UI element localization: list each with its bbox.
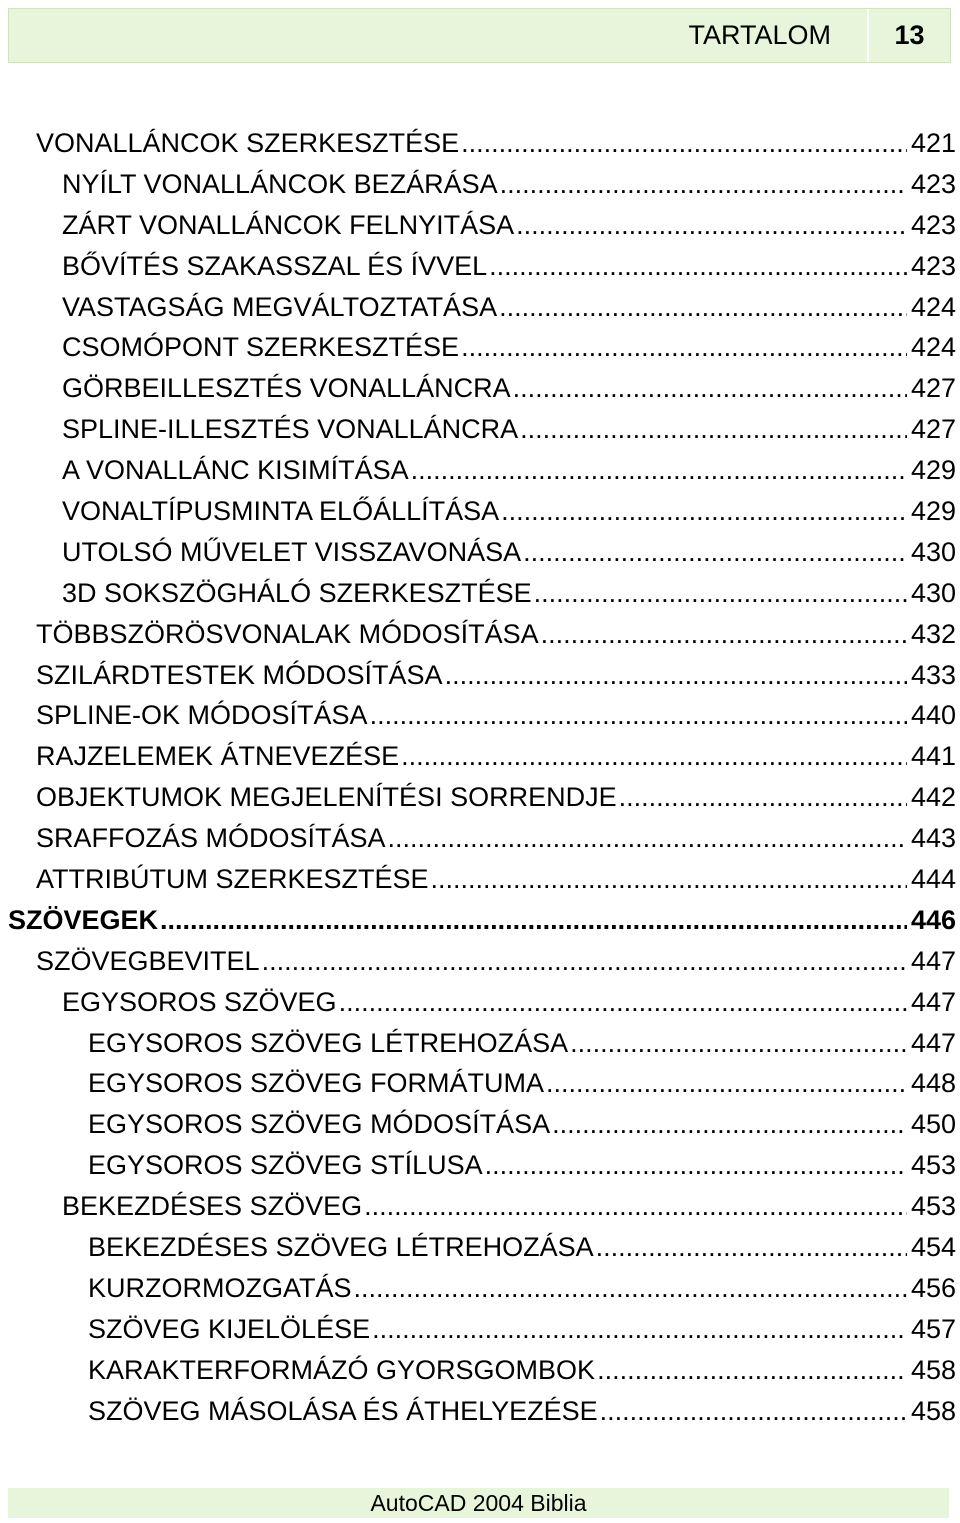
dot-leader bbox=[499, 292, 907, 323]
dot-leader bbox=[461, 332, 907, 363]
toc-entry[interactable] bbox=[0, 655, 960, 696]
toc-entry-label: ATTRIBÚTUM SZERKESZTÉSE bbox=[36, 863, 429, 894]
toc-entry-label: EGYSOROS SZÖVEG STÍLUSA bbox=[88, 1150, 483, 1181]
toc-entry[interactable] bbox=[0, 859, 960, 900]
dot-leader bbox=[431, 864, 907, 895]
toc-entry-page: 456 bbox=[910, 1272, 956, 1303]
toc-entry-page: 429 bbox=[910, 495, 956, 526]
toc-entry-label: OBJEKTUMOK MEGJELENÍTÉSI SORRENDJE bbox=[36, 782, 617, 813]
dot-leader bbox=[411, 455, 907, 486]
dot-leader bbox=[339, 987, 907, 1018]
dot-leader bbox=[262, 946, 907, 977]
toc-entry-label: A VONALLÁNC KISIMÍTÁSA bbox=[62, 455, 409, 486]
toc-entry-label: BŐVÍTÉS SZAKASSZAL ÉS ÍVVEL bbox=[62, 250, 488, 281]
toc-entry[interactable] bbox=[0, 900, 960, 941]
toc-entry-page: 423 bbox=[910, 209, 956, 240]
toc-entry-page: 421 bbox=[910, 127, 956, 158]
dot-leader bbox=[501, 496, 907, 527]
page-footer: AutoCAD 2004 Biblia bbox=[8, 1488, 949, 1518]
toc-entry-page: 427 bbox=[910, 414, 956, 445]
toc-entry[interactable] bbox=[0, 1309, 960, 1350]
toc-entry[interactable] bbox=[0, 205, 960, 246]
dot-leader bbox=[364, 1191, 907, 1222]
dot-leader bbox=[354, 1273, 907, 1304]
toc-entry-page: 430 bbox=[910, 536, 956, 567]
toc-entry-page: 423 bbox=[910, 250, 956, 281]
toc-entry-page: 443 bbox=[910, 823, 956, 854]
toc-entry-page: 450 bbox=[910, 1109, 956, 1140]
dot-leader bbox=[541, 619, 907, 650]
toc-entry[interactable] bbox=[0, 736, 960, 777]
toc-entry-label: SRAFFOZÁS MÓDOSÍTÁSA bbox=[36, 823, 386, 854]
toc-entry-page: 440 bbox=[910, 700, 956, 731]
toc-entry-label: VONALTÍPUSMINTA ELŐÁLLÍTÁSA bbox=[62, 495, 500, 526]
toc-entry-page: 441 bbox=[910, 741, 956, 772]
dot-leader bbox=[600, 1396, 907, 1427]
toc-entry[interactable] bbox=[0, 1350, 960, 1391]
toc-entry-page: 458 bbox=[910, 1354, 956, 1385]
toc-entry-page: 423 bbox=[910, 168, 956, 199]
toc-entry-page: 447 bbox=[910, 945, 956, 976]
toc-entry-page: 424 bbox=[910, 291, 956, 322]
toc-entry-label: SZÖVEG KIJELÖLÉSE bbox=[88, 1313, 371, 1344]
toc-entry-label: SZÖVEG MÁSOLÁSA ÉS ÁTHELYEZÉSE bbox=[88, 1395, 598, 1426]
toc-entry[interactable] bbox=[0, 982, 960, 1023]
toc-entry[interactable] bbox=[0, 164, 960, 205]
dot-leader bbox=[534, 578, 907, 609]
toc-entry[interactable] bbox=[0, 409, 960, 450]
toc-entry-page: 446 bbox=[910, 904, 956, 935]
toc-entry-page: 442 bbox=[910, 782, 956, 813]
toc-entry-label: RAJZELEMEK ÁTNEVEZÉSE bbox=[36, 741, 400, 772]
toc-entry-label: NYÍLT VONALLÁNCOK BEZÁRÁSA bbox=[62, 168, 498, 199]
toc-entry[interactable] bbox=[0, 368, 960, 409]
dot-leader bbox=[401, 741, 907, 772]
toc-entry-page: 447 bbox=[910, 986, 956, 1017]
page-header bbox=[8, 8, 951, 63]
toc-entry-page: 453 bbox=[910, 1150, 956, 1181]
toc-entry-label: VONALLÁNCOK SZERKESZTÉSE bbox=[36, 127, 460, 158]
toc-entry-page: 430 bbox=[910, 577, 956, 608]
toc-entry-label: CSOMÓPONT SZERKESZTÉSE bbox=[62, 332, 460, 363]
toc-entry-label: SPLINE-ILLESZTÉS VONALLÁNCRA bbox=[62, 414, 519, 445]
dot-leader bbox=[596, 1232, 907, 1263]
toc-entry-page: 424 bbox=[910, 332, 956, 363]
toc-entry[interactable] bbox=[0, 327, 960, 368]
toc-entry-label: SPLINE-OK MÓDOSÍTÁSA bbox=[36, 700, 368, 731]
toc-entry[interactable] bbox=[0, 123, 960, 164]
dot-leader bbox=[513, 373, 907, 404]
toc-entry-label: SZILÁRDTESTEK MÓDOSÍTÁSA bbox=[36, 659, 443, 690]
toc-entry[interactable] bbox=[0, 246, 960, 287]
toc-entry[interactable] bbox=[0, 1104, 960, 1145]
dot-leader bbox=[619, 782, 907, 813]
toc-entry-label: EGYSOROS SZÖVEG bbox=[62, 986, 337, 1017]
toc-entry-label: EGYSOROS SZÖVEG FORMÁTUMA bbox=[88, 1068, 545, 1099]
dot-leader bbox=[445, 660, 907, 691]
toc-entry-page: 457 bbox=[910, 1313, 956, 1344]
dot-leader bbox=[485, 1150, 907, 1181]
dot-leader bbox=[388, 823, 907, 854]
dot-leader bbox=[552, 1109, 907, 1140]
dot-leader bbox=[570, 1028, 907, 1059]
dot-leader bbox=[370, 700, 907, 731]
toc-entry-label: KARAKTERFORMÁZÓ GYORSGOMBOK bbox=[88, 1354, 596, 1385]
toc-entry-page: 454 bbox=[910, 1231, 956, 1262]
toc-entry-label: GÖRBEILLESZTÉS VONALLÁNCRA bbox=[62, 373, 511, 404]
toc-entry[interactable] bbox=[0, 614, 960, 655]
toc-entry[interactable] bbox=[0, 941, 960, 982]
dot-leader bbox=[523, 537, 907, 568]
toc-entry-page: 433 bbox=[910, 659, 956, 690]
dot-leader bbox=[500, 169, 907, 200]
toc-entry[interactable] bbox=[0, 695, 960, 736]
toc-entry-label: 3D SOKSZÖGHÁLÓ SZERKESZTÉSE bbox=[62, 577, 532, 608]
toc-entry-label: SZÖVEGEK bbox=[8, 904, 159, 935]
toc-entry[interactable] bbox=[0, 1186, 960, 1227]
toc-entry-label: BEKEZDÉSES SZÖVEG LÉTREHOZÁSA bbox=[88, 1231, 594, 1262]
dot-leader bbox=[520, 414, 907, 445]
toc-entry-label: UTOLSÓ MŰVELET VISSZAVONÁSA bbox=[62, 536, 522, 567]
page-number: 13 bbox=[894, 20, 925, 50]
dot-leader bbox=[516, 210, 907, 241]
toc-entry-page: 447 bbox=[910, 1027, 956, 1058]
toc-entry-label: SZÖVEGBEVITEL bbox=[36, 945, 260, 976]
toc-entry[interactable] bbox=[0, 777, 960, 818]
toc-entry-page: 453 bbox=[910, 1191, 956, 1222]
toc-entry[interactable] bbox=[0, 1063, 960, 1104]
toc-entry[interactable] bbox=[0, 1268, 960, 1309]
toc-entry[interactable] bbox=[0, 1391, 960, 1432]
toc-entry[interactable] bbox=[0, 818, 960, 859]
toc-entry-label: BEKEZDÉSES SZÖVEG bbox=[62, 1191, 363, 1222]
toc-entry-label: EGYSOROS SZÖVEG LÉTREHOZÁSA bbox=[88, 1027, 569, 1058]
toc-entry-page: 432 bbox=[910, 618, 956, 649]
dot-leader bbox=[546, 1068, 907, 1099]
toc-entry-page: 458 bbox=[910, 1395, 956, 1426]
toc-entry-page: 429 bbox=[910, 455, 956, 486]
toc-entry-page: 427 bbox=[910, 373, 956, 404]
toc-entry[interactable] bbox=[0, 491, 960, 532]
toc-entry-page: 448 bbox=[910, 1068, 956, 1099]
dot-leader bbox=[489, 251, 907, 282]
toc-entry[interactable] bbox=[0, 1145, 960, 1186]
dot-leader bbox=[597, 1355, 907, 1386]
toc-entry-label: EGYSOROS SZÖVEG MÓDOSÍTÁSA bbox=[88, 1109, 551, 1140]
table-of-contents bbox=[0, 123, 960, 1432]
toc-entry-label: VASTAGSÁG MEGVÁLTOZTATÁSA bbox=[62, 291, 498, 322]
dot-leader bbox=[372, 1314, 907, 1345]
toc-entry-page: 444 bbox=[910, 863, 956, 894]
dot-leader bbox=[160, 905, 907, 936]
dot-leader bbox=[461, 128, 907, 159]
toc-entry[interactable] bbox=[0, 1023, 960, 1064]
section-title: TARTALOM bbox=[688, 20, 831, 50]
toc-entry[interactable] bbox=[0, 1227, 960, 1268]
toc-entry-label: KURZORMOZGATÁS bbox=[88, 1272, 352, 1303]
toc-entry-label: ZÁRT VONALLÁNCOK FELNYITÁSA bbox=[62, 209, 515, 240]
toc-entry-label: TÖBBSZÖRÖSVONALAK MÓDOSÍTÁSA bbox=[36, 618, 539, 649]
toc-entry[interactable] bbox=[0, 573, 960, 614]
toc-entry[interactable] bbox=[0, 450, 960, 491]
toc-entry[interactable] bbox=[0, 287, 960, 328]
toc-entry[interactable] bbox=[0, 532, 960, 573]
